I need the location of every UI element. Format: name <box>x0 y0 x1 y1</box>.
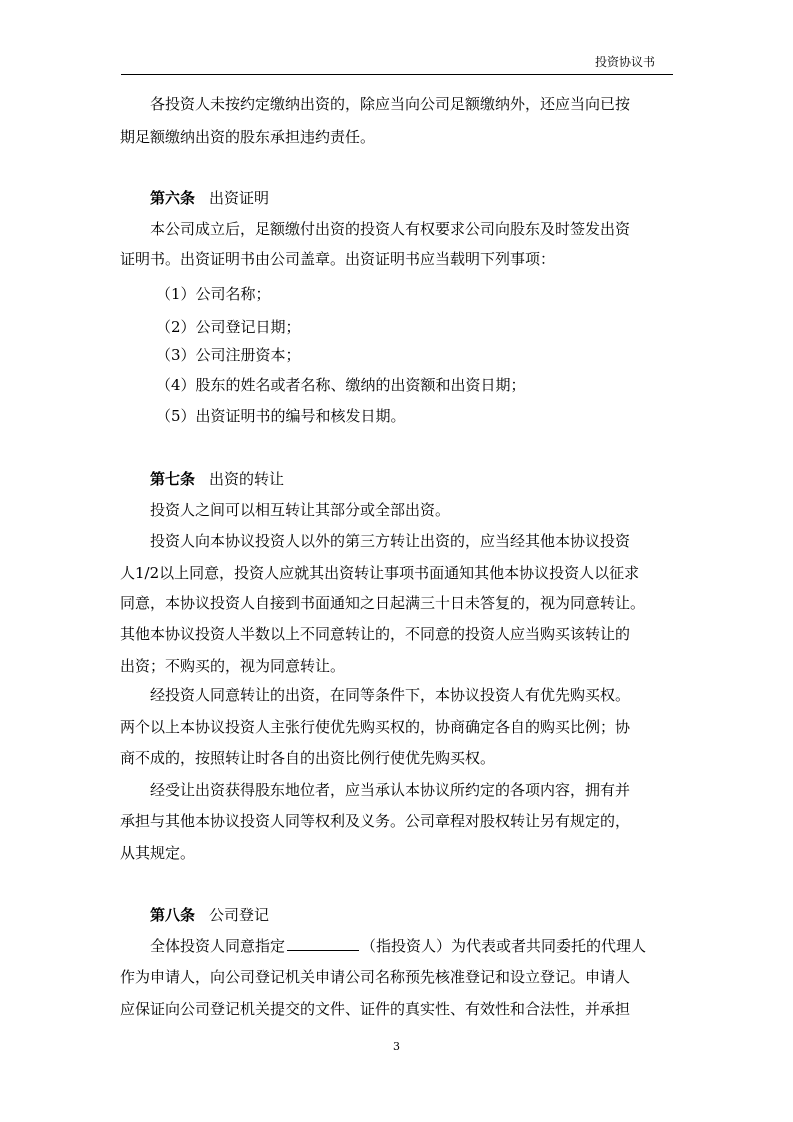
header-title: 投资协议书 <box>594 55 655 69</box>
paragraph-line: 从其规定。 <box>120 844 196 862</box>
list-item: （2）公司登记日期； <box>156 318 301 336</box>
paragraph-line: 两个以上本协议投资人主张行使优先购买权的，协商确定各自的购买比例；协 <box>120 718 631 736</box>
paragraph-line: 各投资人未按约定缴纳出资的，除应当向公司足额缴纳外，还应当向已按 <box>150 95 631 113</box>
paragraph-line: 本公司成立后，足额缴付出资的投资人有权要求公司向股东及时签发出资 <box>150 220 631 238</box>
article-title: 出资证明 <box>209 189 270 207</box>
list-item: （3）公司注册资本； <box>156 346 301 364</box>
list-item: （5）出资证明书的编号和核发日期。 <box>156 407 406 425</box>
page-number: 3 <box>393 1040 400 1053</box>
paragraph-line: 投资人之间可以相互转让其部分或全部出资。 <box>150 501 451 519</box>
text-fragment: 全体投资人同意指定 <box>150 937 286 955</box>
paragraph-line: 同意，本协议投资人自接到书面通知之日起满三十日未答复的，视为同意转让。 <box>120 594 646 612</box>
list-item: （4）股东的姓名或者名称、缴纳的出资额和出资日期； <box>156 376 526 394</box>
paragraph-line: 投资人向本协议投资人以外的第三方转让出资的，应当经其他本协议投资 <box>150 532 631 550</box>
article-title: 公司登记 <box>209 906 270 924</box>
paragraph-line: 人1/2以上同意，投资人应就其出资转让事项书面通知其他本协议投资人以征求 <box>120 564 640 582</box>
article-number: 第七条 <box>150 470 196 488</box>
paragraph-line: 期足额缴纳出资的股东承担违约责任。 <box>120 128 376 146</box>
article-number: 第八条 <box>150 906 196 924</box>
paragraph-line: 经受让出资获得股东地位者，应当承认本协议所约定的各项内容，拥有并 <box>150 781 631 799</box>
paragraph-line: 其他本协议投资人半数以上不同意转让的，不同意的投资人应当购买该转让的 <box>120 625 631 643</box>
article-7-heading <box>150 465 284 494</box>
paragraph-line: 应保证向公司登记机关提交的文件、证件的真实性、有效性和合法性，并承担 <box>120 1000 631 1018</box>
paragraph-line: 商不成的，按照转让时各自的出资比例行使优先购买权。 <box>120 749 496 767</box>
paragraph-line: 作为申请人，向公司登记机关申请公司名称预先核准登记和设立登记。申请人 <box>120 968 631 986</box>
paragraph-line: 证明书。出资证明书由公司盖章。出资证明书应当载明下列事项： <box>120 250 556 268</box>
article-title: 出资的转让 <box>209 470 285 488</box>
article-number: 第六条 <box>150 189 196 207</box>
paragraph-line: 经投资人同意转让的出资，在同等条件下，本协议投资人有优先购买权。 <box>150 686 631 704</box>
page-header <box>121 50 673 75</box>
list-item: （1）公司名称； <box>156 285 271 303</box>
article-8-heading <box>150 901 269 930</box>
blank-fill-line <box>287 935 359 951</box>
text-fragment: （指投资人）为代表或者共同委托的代理人 <box>361 937 647 955</box>
paragraph-line <box>120 932 675 961</box>
paragraph-line: 承担与其他本协议投资人同等权利及义务。公司章程对股权转让另有规定的， <box>120 812 631 830</box>
paragraph-line: 出资；不购买的，视为同意转让。 <box>120 657 346 675</box>
article-6-heading <box>150 184 269 213</box>
